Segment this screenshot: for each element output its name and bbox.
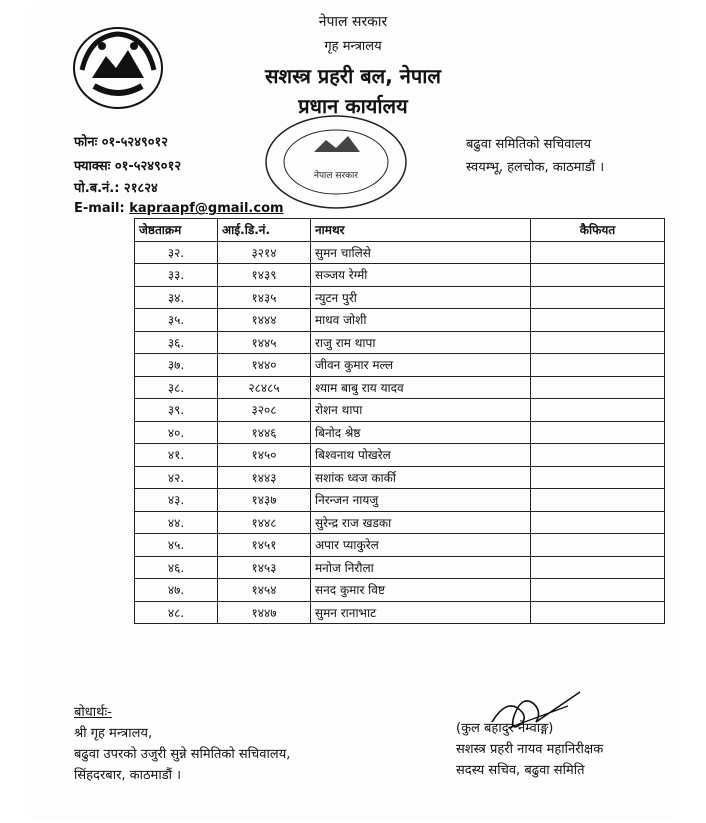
seniority-cell: ४६. — [135, 556, 218, 579]
table-row — [135, 489, 665, 512]
signer-role: सदस्य सचिव, बढुवा समिति — [456, 763, 585, 778]
recipient-line-1: बढुवा समितिको सचिवालय — [466, 137, 592, 152]
remarks-cell — [531, 399, 665, 422]
cc-line-2: बढुवा उपरको उजुरी सुन्ने समितिको सचिवालय, — [74, 747, 291, 762]
table-row — [135, 534, 665, 557]
table-row — [135, 511, 665, 534]
remarks-cell — [531, 601, 665, 624]
table-header-row — [135, 219, 665, 242]
svg-text:नेपाल सरकार: नेपाल सरकार — [313, 171, 359, 181]
remarks-cell — [531, 421, 665, 444]
seniority-cell: ४१. — [135, 444, 218, 467]
id-cell: १४४७ — [218, 601, 311, 624]
header-seniority: जेष्ठताक्रम — [135, 219, 218, 242]
remarks-cell — [531, 444, 665, 467]
seniority-cell: ४०. — [135, 421, 218, 444]
remarks-cell — [531, 376, 665, 399]
id-cell: १४५३ — [218, 556, 311, 579]
id-cell: ३२१४ — [218, 241, 311, 264]
name-cell: बिश्वनाथ पोखरेल — [311, 444, 531, 467]
email-link[interactable]: kapraapf@gmail.com — [129, 201, 284, 216]
email-label: E-mail: — [74, 201, 125, 216]
table-body — [135, 241, 665, 624]
table-row — [135, 264, 665, 287]
remarks-cell — [531, 354, 665, 377]
header-id: आई.डि.नं. — [218, 219, 311, 242]
id-cell: १४३५ — [218, 286, 311, 309]
seniority-cell: ४२. — [135, 466, 218, 489]
remarks-cell — [531, 579, 665, 602]
name-cell: राजु राम थापा — [311, 331, 531, 354]
name-cell: सशांक ध्वज कार्की — [311, 466, 531, 489]
po-box: पो.ब.नं.: २१८२४ — [74, 181, 158, 196]
remarks-cell — [531, 241, 665, 264]
name-cell: माधव जोशी — [311, 309, 531, 332]
table-row — [135, 241, 665, 264]
signer-title: सशस्त्र प्रहरी नायव महानिरीक्षक — [456, 742, 604, 757]
seniority-cell: ३३. — [135, 264, 218, 287]
header-name: नामथर — [311, 219, 531, 242]
id-cell: १४४८ — [218, 511, 311, 534]
cc-line-1: श्री गृह मन्त्रालय, — [74, 726, 153, 741]
name-cell: रोशन थापा — [311, 399, 531, 422]
id-cell: १४४४ — [218, 309, 311, 332]
organization-title: सशस्त्र प्रहरी बल, नेपाल — [265, 64, 441, 88]
promotion-list-table — [134, 218, 665, 624]
office-seal-stamp — [262, 112, 410, 212]
ministry-line: गृह मन्त्रालय — [324, 39, 382, 54]
cc-label: बोधार्थः- — [74, 705, 112, 720]
name-cell: जीवन कुमार मल्ल — [311, 354, 531, 377]
id-cell: १४४३ — [218, 466, 311, 489]
remarks-cell — [531, 489, 665, 512]
remarks-cell — [531, 264, 665, 287]
fax-number: फ्याक्सः ०१-५२४९०१२ — [74, 159, 182, 174]
seniority-cell: ३८. — [135, 376, 218, 399]
remarks-cell — [531, 534, 665, 557]
id-cell: १४५१ — [218, 534, 311, 557]
table-row — [135, 444, 665, 467]
seniority-cell: ४४. — [135, 511, 218, 534]
office-title: प्रधान कार्यालय — [298, 94, 408, 118]
name-cell: निरन्जन नायजु — [311, 489, 531, 512]
name-cell: बिनोद श्रेष्ठ — [311, 421, 531, 444]
seniority-cell: ३४. — [135, 286, 218, 309]
id-cell: १४४० — [218, 354, 311, 377]
name-cell: सुरेन्द्र राज खडका — [311, 511, 531, 534]
table-row — [135, 331, 665, 354]
recipient-line-2: स्वयम्भू, हलचोक, काठमाडौं । — [466, 160, 605, 175]
name-cell: मनोज निरौला — [311, 556, 531, 579]
id-cell: १४५० — [218, 444, 311, 467]
id-cell: १४४५ — [218, 331, 311, 354]
table-row — [135, 376, 665, 399]
seniority-cell: ३५. — [135, 309, 218, 332]
signer-block — [456, 718, 603, 781]
seniority-cell: ३२. — [135, 241, 218, 264]
table-row — [135, 601, 665, 624]
signer-name: (कुल बहादुर नेम्वाङ्ग) — [456, 721, 554, 736]
table-row — [135, 579, 665, 602]
table-row — [135, 309, 665, 332]
id-cell: २८४८५ — [218, 376, 311, 399]
remarks-cell — [531, 286, 665, 309]
phone-number: फोनः ०१-५२४९०१२ — [74, 135, 168, 150]
table-row — [135, 466, 665, 489]
id-cell: ३२०८ — [218, 399, 311, 422]
name-cell: न्युटन पुरी — [311, 286, 531, 309]
seniority-cell: ४५. — [135, 534, 218, 557]
id-cell: १४४६ — [218, 421, 311, 444]
name-cell: अपार प्याकुरेल — [311, 534, 531, 557]
remarks-cell — [531, 309, 665, 332]
email-line — [74, 201, 284, 216]
remarks-cell — [531, 466, 665, 489]
seniority-cell: ४३. — [135, 489, 218, 512]
seniority-cell: ३९. — [135, 399, 218, 422]
remarks-cell — [531, 556, 665, 579]
header-remarks: कैफियत — [531, 219, 665, 242]
id-cell: १४३७ — [218, 489, 311, 512]
remarks-cell — [531, 331, 665, 354]
seniority-cell: ३६. — [135, 331, 218, 354]
table-row — [135, 421, 665, 444]
gov-line: नेपाल सरकार — [318, 14, 388, 30]
id-cell: १४३९ — [218, 264, 311, 287]
name-cell: श्याम बाबु राय यादव — [311, 376, 531, 399]
remarks-cell — [531, 511, 665, 534]
seniority-cell: ४७. — [135, 579, 218, 602]
name-cell: सञ्जय रेग्मी — [311, 264, 531, 287]
table-row — [135, 286, 665, 309]
name-cell: सुमन रानाभाट — [311, 601, 531, 624]
cc-block — [74, 702, 290, 786]
table-row — [135, 399, 665, 422]
name-cell: सुमन चालिसे — [311, 241, 531, 264]
name-cell: सनद कुमार विष्ट — [311, 579, 531, 602]
id-cell: १४५४ — [218, 579, 311, 602]
seniority-cell: ३७. — [135, 354, 218, 377]
table-row — [135, 354, 665, 377]
seniority-cell: ४८. — [135, 601, 218, 624]
table-row — [135, 556, 665, 579]
cc-line-3: सिंहदरबार, काठमाडौं । — [74, 768, 182, 783]
